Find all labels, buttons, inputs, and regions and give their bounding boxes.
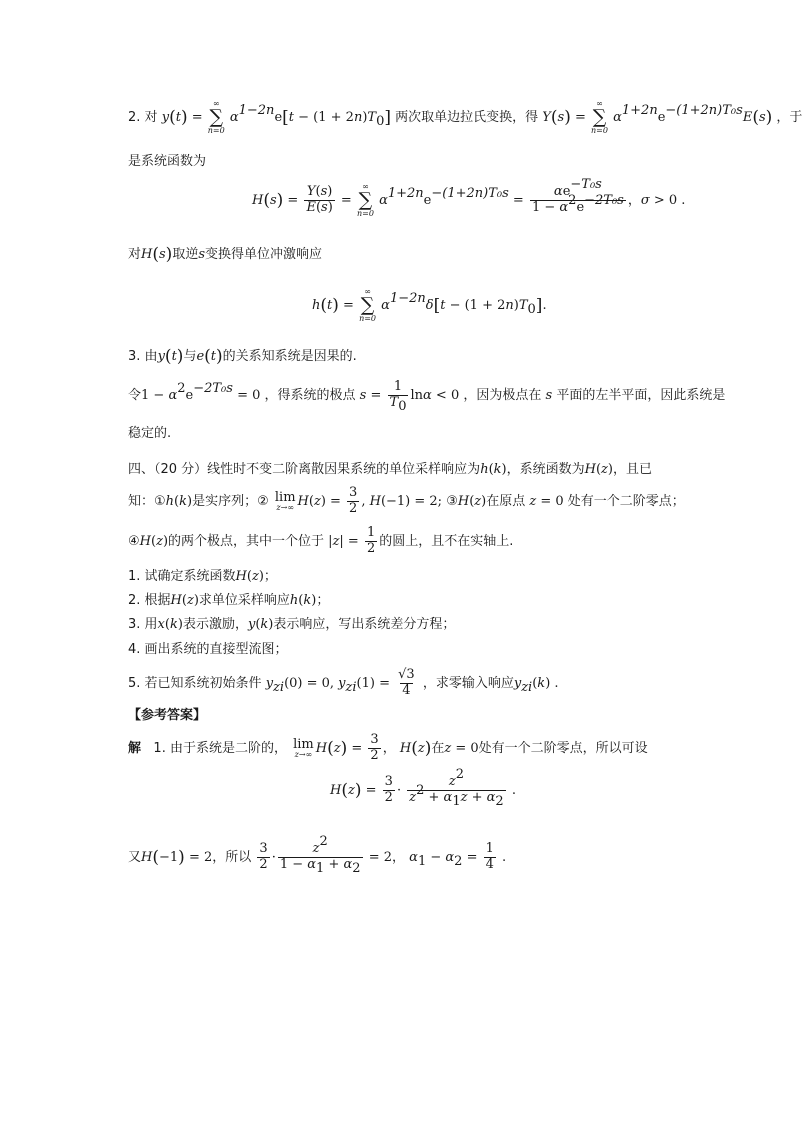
p3-text7: 平面的左半平面，因此系统是: [556, 387, 726, 403]
answer-line-last: 又H(−1) = 2，所以 $\frac{3}{2}$ · $\frac{z^2}{1 - \alpha_1 + \alpha_2}$ = 2， $\alpha_1 - \alpha_2$ = $\frac{1}{4}$ .: [128, 834, 507, 876]
q4-text10: 的两个极点，其中一个位于: [168, 533, 325, 549]
task2-text2: 求单位采样响应: [198, 593, 290, 608]
answer-header: 【参考答案】: [128, 708, 207, 723]
q4-text6: ③: [446, 493, 458, 509]
p2-eq-y: y: [161, 110, 170, 125]
p3-line2: 令$1 - \alpha^2e^{-2T_0s} = 0$ ，得系统的极点 s = $\frac{1}{T_0}$ lnα < 0 ，因为极点在 s 平面的左半平面，因此系统是: [128, 379, 726, 414]
p3-line3: 稳定的.: [128, 426, 172, 441]
q4-text5: 是实序列；②: [192, 493, 269, 509]
lim-operator: lim z→∞: [274, 489, 296, 512]
p2-line1: 2. 对 y(t) = ∞ ∑ n=0 $\alpha^{1-2n}e[t - (1 + 2n)T_0]$ 两次取单边拉氏变换，得 Y(s) = ∞ ∑ n=0 $\alpha^{1+2n}e^{-(1+2n)T_0s}E(s)$ ，于: [128, 99, 802, 135]
q4-line3: ④H(z)的两个极点，其中一个位于 |z| = $\frac{1}{2}$ 的圆上，且不在实轴上.: [128, 525, 514, 556]
eq-Hz: H(z) = $\frac{3}{2}$ · $\frac{z^2}{z^2 + \alpha_1z + \alpha_2}$ .: [330, 767, 516, 809]
p3-text2: 与: [183, 349, 197, 364]
p2-text1: 对: [144, 110, 158, 125]
sum-symbol: ∞ ∑ n=0: [591, 99, 608, 135]
task-2: 2. 根据H(z)求单位采样响应h(k)；: [128, 593, 330, 608]
q4-text3: ，且已: [612, 462, 652, 477]
p2-num: 2.: [128, 110, 141, 125]
sum-symbol: ∞ ∑ n=0: [356, 182, 374, 218]
q4-text9: ④: [128, 533, 140, 549]
p3-text3: 的关系知系统是因果的.: [222, 349, 357, 364]
task-5: 5. 若已知系统初始条件 $y_{zi}(0) = 0$, $y_{zi}(1)$ = $\frac{√3}{4}$ ，求零输入响应$y_{zi}(k)$ .: [128, 667, 559, 698]
hs-text1: 对: [128, 247, 142, 262]
answer-s5: 又: [128, 849, 142, 865]
answer-line1: 解 1. 由于系统是二阶的， lim z→∞ H(z) = $\frac{3}{2}$ ， H(z)在z = 0处有一个二阶零点，所以可设: [128, 732, 648, 763]
answer-s1: 1. 由于系统是二阶的，: [153, 740, 287, 756]
hs-line: 对H(s)取逆s变换得单位冲激响应: [128, 244, 323, 265]
answer-s4: 处有一个二阶零点，所以可设: [478, 740, 648, 756]
task-3: 3. 用x(k)表示激励，y(k)表示响应，写出系统差分方程；: [128, 617, 456, 632]
task5-text2: ，求零输入响应: [422, 675, 514, 691]
p3-line1: 3. 由y(t)与e(t)的关系知系统是因果的.: [128, 346, 357, 367]
p3-text1: 由: [144, 349, 158, 364]
task-4: 4. 画出系统的直接型流图；: [128, 642, 288, 657]
eq-ht: h(t) = ∞ ∑ n=0 $\alpha^{1-2n}\delta[t - (1 + 2n)T_0]$.: [312, 287, 547, 323]
task2-end: ；: [316, 593, 330, 608]
hs-text2: 取逆: [172, 247, 199, 262]
task3-text1: 3. 用: [128, 617, 158, 632]
q4-line1: 四、（20 分）线性时不变二阶离散因果系统的单位采样响应为h(k)，系统函数为H(z)，且已: [128, 462, 652, 477]
answer-s3: 在: [431, 740, 445, 756]
q4-text7: 在原点: [486, 493, 526, 509]
answer-s6: ，所以: [212, 849, 252, 865]
task3-text3: 表示响应，写出系统差分方程；: [273, 617, 456, 632]
p2-text3: ，于: [776, 110, 802, 125]
q4-text4: 知：①: [128, 493, 166, 509]
q4-text2: ，系统函数为: [506, 462, 585, 477]
task5-text1: 5. 若已知系统初始条件: [128, 675, 262, 691]
answer-s2: ，: [382, 740, 396, 756]
q4-text1: 四、（20 分）线性时不变二阶离散因果系统的单位采样响应为: [128, 462, 481, 477]
p3-text4: 令: [128, 387, 142, 403]
p2-line2: 是系统函数为: [128, 154, 207, 169]
answer-jie: 解: [128, 740, 142, 756]
task-1: 1. 试确定系统函数H(z)；: [128, 569, 277, 584]
task3-text2: 表示激励，: [182, 617, 248, 632]
q4-line2: 知：①h(k)是实序列；② lim z→∞ H(z) = $\frac{3}{2}$ , H(−1) = 2; ③H(z)在原点 z = 0 处有一个二阶零点；: [128, 485, 685, 516]
task1-text: 1. 试确定系统函数: [128, 569, 236, 584]
q4-text11: 的圆上，且不在实轴上.: [379, 533, 514, 549]
hs-s: s: [198, 247, 205, 262]
eq-Hs: H(s) = $\frac{Y(s)}{E(s)}$ = ∞ ∑ n=0 $\alpha^{1+2n}e^{-(1+2n)T_0s}$ = $\frac{\alpha e^{-T_0s}}{1 - \alpha^2e^{-2T_0s}}$ ，σ > 0 .: [252, 177, 686, 218]
p2-text2: 两次取单边拉氏变换，得: [395, 110, 539, 125]
sum-symbol: ∞ ∑ n=0: [359, 287, 377, 323]
task1-end: ；: [263, 569, 277, 584]
p3-text6: ，因为极点在: [463, 387, 542, 403]
lim-operator: lim z→∞: [293, 736, 314, 759]
task2-text1: 2. 根据: [128, 593, 171, 608]
p3-text5: ，得系统的极点: [264, 387, 356, 403]
q4-text8: 处有一个二阶零点；: [567, 493, 685, 509]
p3-num: 3.: [128, 349, 141, 364]
hs-text3: 变换得单位冲激响应: [205, 247, 323, 262]
sum-symbol: ∞ ∑ n=0: [207, 99, 225, 135]
answer-s7: ，: [392, 849, 406, 865]
